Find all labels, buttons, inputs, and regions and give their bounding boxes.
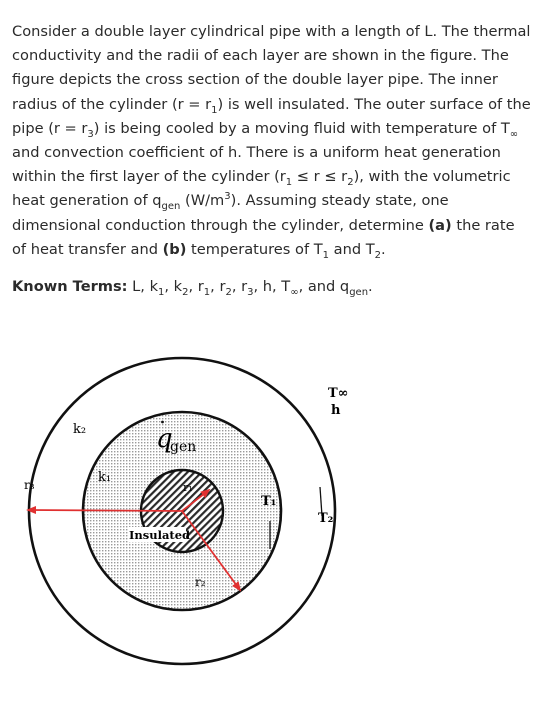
k1-label: k₁ [98,470,112,485]
problem-text: and T [329,240,375,258]
known-text: , h, T [253,278,291,295]
subscript: ∞ [509,128,519,140]
known-text: . [368,278,373,295]
part-a-label: (a) [428,216,452,234]
known-terms [12,276,532,298]
insulated-label: Insulated [129,528,191,542]
subscript: 2 [347,177,354,189]
subscript: 1 [322,249,330,261]
problem-text: ) is well insulated. The outer surface of the pipe (r = r [12,95,531,137]
r2-label: r₂ [195,575,206,589]
known-terms-label: Known Terms: [12,278,128,295]
problem-text: and convection coefficient of h. There is a uniform heat generation within the first layer of the cylinder (r [12,144,501,186]
subscript: ∞ [290,286,299,298]
known-text: , r [188,278,204,295]
r1-label: r₁ [183,481,193,494]
subscript: 3 [87,128,94,140]
subscript: gen [161,201,181,213]
pipe-cross-section-figure [0,340,539,699]
problem-text: ≤ r ≤ r [292,168,348,186]
known-text: , k [164,278,183,295]
t2-label: T₂ [318,511,334,526]
problem-text: . [381,240,386,258]
subscript: gen [349,286,369,298]
known-text: , r [231,278,248,295]
subscript: 1 [285,177,293,189]
problem-text: temperatures of T [186,240,323,258]
subscript: 1 [158,286,165,298]
problem-text: ), with the volumetric heat generation of q [12,168,511,210]
known-text: , and q [298,278,350,295]
problem-text: the rate of heat transfer and [12,216,515,258]
h-label: h [331,403,341,418]
known-text: , r [210,278,226,295]
t-infinity-label: T∞ [328,386,349,401]
subscript: 2 [182,286,189,298]
subscript: 2 [374,249,382,261]
problem-text: ). Assuming steady state, one dimensional conduction through the cylinder, determine [12,192,449,234]
problem-text: ) is being cooled by a moving fluid with temperature of T [93,119,510,137]
q-gen-symbol: q [156,424,173,454]
problem-paragraph [12,20,532,262]
known-text: L, k [127,278,159,295]
t1-label: T₁ [261,494,277,509]
q-dot [161,421,164,424]
superscript: 3 [224,191,231,203]
problem-text: (W/m [180,192,225,210]
k2-label: k₂ [73,422,87,437]
part-b-label: (b) [162,240,187,258]
problem-statement [12,20,532,262]
r3-arrow [28,510,182,511]
subscript: 1 [211,104,218,116]
subscript: 2 [225,286,232,298]
subscript: 1 [203,286,211,298]
r3-label: r₃ [24,478,35,492]
pipe-diagram [0,340,539,699]
subscript: 3 [247,286,254,298]
problem-text: Consider a double layer cylindrical pipe with a length of L. The thermal conductivity and the radii of each layer are shown in the figure. The figure depicts the cross section of the double layer pipe. The inner radius of the cylinder (r = r [12,23,531,113]
q-gen-subscript: gen [170,439,197,455]
